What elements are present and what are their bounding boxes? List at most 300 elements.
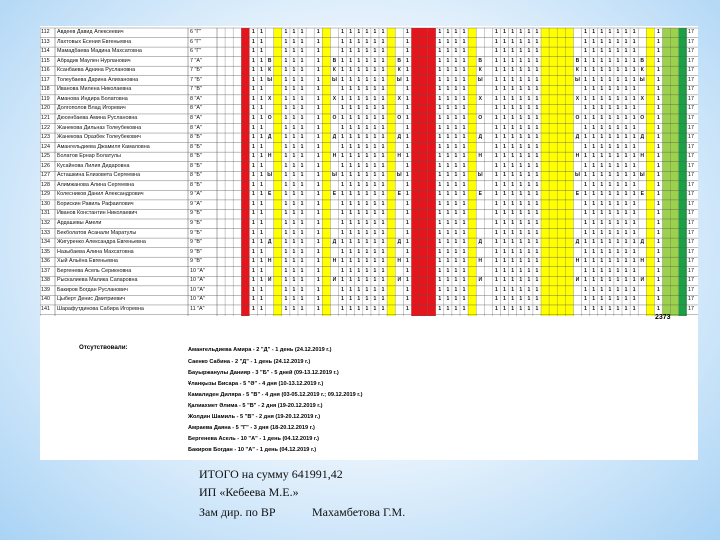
attendance-cell: 1	[462, 277, 466, 284]
attendance-cell: 1	[503, 86, 506, 93]
row-number: 122	[41, 124, 50, 131]
attendance-cell: 1	[608, 286, 612, 293]
attendance-cell: 1	[454, 105, 458, 112]
attendance-cell: 1	[316, 67, 320, 74]
attendance-cell: 1	[600, 258, 604, 265]
attendance-cell: 1	[503, 191, 506, 198]
attendance-cell: 1	[292, 76, 296, 83]
attendance-cell: 1	[608, 162, 612, 169]
attendance-cell: 1	[600, 153, 604, 160]
attendance-cell: 1	[349, 95, 353, 102]
attendance-cell: 1	[438, 134, 442, 141]
attendance-cell: 1	[284, 67, 288, 74]
attendance-cell: 1	[624, 48, 628, 55]
attendance-cell: 1	[592, 248, 596, 255]
attendance-cell: 1	[592, 95, 596, 102]
attendance-cell: 1	[373, 162, 377, 169]
mark-cell: Н	[397, 258, 402, 265]
attendance-cell: 1	[600, 172, 604, 179]
attendance-cell: 1	[616, 267, 620, 274]
attendance-cell: 1	[365, 181, 369, 188]
row-number: 124	[41, 143, 50, 150]
attendance-cell: 1	[503, 48, 506, 55]
attendance-cell: 1	[600, 57, 604, 64]
absent-line: Камалиден Диляра - 5 "В" - 4 дня (03-05.12.2019 г.; 09.12.2019 г.)	[188, 392, 363, 398]
row-total: 17	[688, 143, 694, 150]
attendance-cell: 1	[405, 57, 409, 64]
attendance-cell: 1	[373, 248, 377, 255]
attendance-cell: 1	[592, 172, 596, 179]
attendance-cell: 1	[535, 124, 539, 131]
attendance-cell: 1	[535, 153, 539, 160]
row-total: 17	[688, 105, 694, 112]
mark-cell: Н	[640, 258, 645, 265]
attendance-cell: 1	[365, 191, 369, 198]
attendance-cell: 1	[592, 48, 596, 55]
attendance-cell: 1	[405, 305, 409, 312]
attendance-cell: 1	[454, 258, 458, 265]
attendance-cell: 1	[511, 229, 515, 236]
attendance-cell: 1	[657, 305, 660, 312]
attendance-cell: 1	[357, 86, 361, 93]
student-name: Асташкина Елизовета Сергеевна	[57, 172, 141, 179]
attendance-cell: 1	[535, 76, 539, 83]
attendance-cell: 1	[252, 305, 255, 312]
attendance-cell: 1	[503, 200, 506, 207]
absent-line: Саенко Сабина - 2 "Д" - 1 день (24.12.2019 г.)	[188, 359, 311, 365]
attendance-cell: 1	[608, 296, 612, 303]
attendance-cell: 1	[381, 181, 385, 188]
attendance-cell: 1	[632, 277, 636, 284]
attendance-cell: 1	[349, 181, 353, 188]
attendance-cell: 1	[357, 220, 361, 226]
attendance-cell: 1	[632, 286, 636, 293]
attendance-cell: 1	[405, 229, 409, 236]
attendance-cell: 1	[316, 229, 320, 236]
student-name: Дюсенбаева Амина Руслановна	[57, 114, 138, 121]
attendance-cell: 1	[616, 258, 620, 265]
mark-cell: Д	[575, 239, 580, 246]
attendance-cell: 1	[316, 191, 320, 198]
attendance-cell: 1	[616, 86, 620, 93]
class-name: 7 "А"	[190, 57, 202, 64]
attendance-cell: 1	[600, 48, 604, 55]
attendance-cell: 1	[316, 134, 320, 141]
attendance-cell: 1	[511, 95, 515, 102]
attendance-cell: 1	[657, 124, 660, 131]
row-number: 128	[41, 181, 50, 188]
attendance-cell: 1	[519, 286, 523, 293]
attendance-cell: 1	[616, 239, 620, 246]
row-total: 17	[688, 191, 694, 198]
student-name: Жигуренко Александра Евгеньевна	[57, 239, 146, 246]
attendance-cell: 1	[600, 248, 604, 255]
attendance-cell: 1	[292, 239, 296, 246]
row-total: 17	[688, 153, 694, 160]
attendance-cell: 1	[657, 191, 660, 198]
grid-fill	[671, 28, 679, 316]
attendance-cell: 1	[519, 38, 523, 45]
class-name: 10 "А"	[190, 286, 205, 293]
attendance-cell: 1	[584, 153, 587, 160]
attendance-cell: 1	[511, 172, 515, 179]
mark-cell: Д	[478, 134, 483, 141]
attendance-cell: 1	[252, 210, 255, 217]
attendance-cell: 1	[584, 134, 587, 141]
mark-cell: Е	[575, 191, 580, 198]
grid-fill	[322, 28, 330, 316]
attendance-cell: 1	[495, 162, 498, 169]
attendance-cell: 1	[316, 258, 320, 265]
attendance-cell: 1	[503, 67, 506, 74]
attendance-cell: 1	[341, 48, 344, 55]
attendance-cell: 1	[657, 210, 660, 217]
mark-cell: К	[397, 67, 401, 74]
row-total: 17	[688, 67, 694, 74]
mark-cell: О	[478, 114, 483, 121]
attendance-cell: 1	[584, 200, 587, 207]
attendance-cell: 1	[657, 153, 660, 160]
attendance-cell: 1	[341, 181, 344, 188]
attendance-cell: 1	[446, 286, 450, 293]
attendance-cell: 1	[462, 220, 466, 226]
attendance-cell: 1	[292, 172, 296, 179]
grid-fill	[468, 28, 476, 316]
attendance-cell: 1	[657, 258, 660, 265]
attendance-cell: 1	[438, 267, 442, 274]
attendance-cell: 1	[624, 38, 628, 45]
attendance-cell: 1	[349, 114, 353, 121]
attendance-cell: 1	[446, 105, 450, 112]
absent-line: Амраева Даяна - 5 "Г" - 3 дня (18-20.12.2019 г.)	[188, 425, 315, 431]
attendance-cell: 1	[292, 67, 296, 74]
attendance-cell: 1	[381, 162, 385, 169]
attendance-cell: 1	[252, 48, 255, 55]
attendance-cell: 1	[405, 200, 409, 207]
attendance-cell: 1	[527, 105, 531, 112]
total-sum-line: ИТОГО на сумму 641991,42	[199, 467, 343, 481]
student-name: Цыберт Денис Дмитриевич	[57, 296, 126, 303]
attendance-cell: 1	[349, 296, 353, 303]
attendance-cell: 1	[405, 277, 409, 284]
attendance-cell: 1	[446, 124, 450, 131]
attendance-cell: 1	[349, 134, 353, 141]
attendance-cell: 1	[381, 191, 385, 198]
attendance-cell: 1	[284, 57, 288, 64]
mark-cell: Д	[267, 134, 272, 141]
attendance-cell: 1	[495, 95, 498, 102]
class-name: 9 "А"	[190, 200, 202, 207]
attendance-cell: 1	[527, 181, 531, 188]
attendance-cell: 1	[405, 105, 409, 112]
attendance-cell: 1	[462, 162, 466, 169]
mark-cell: И	[640, 277, 645, 284]
attendance-cell: 1	[608, 191, 612, 198]
class-name: 10 "А"	[190, 296, 205, 303]
attendance-cell: 1	[657, 48, 660, 55]
attendance-cell: 1	[316, 76, 320, 83]
attendance-cell: 1	[454, 239, 458, 246]
attendance-cell: 1	[592, 124, 596, 131]
attendance-cell: 1	[349, 162, 353, 169]
row-number: 130	[41, 200, 50, 207]
attendance-cell: 1	[592, 143, 596, 150]
attendance-cell: 1	[657, 105, 660, 112]
attendance-cell: 1	[316, 143, 320, 150]
attendance-cell: 1	[381, 124, 385, 131]
attendance-cell: 1	[365, 29, 369, 35]
attendance-cell: 1	[292, 143, 296, 150]
attendance-cell: 1	[535, 277, 539, 284]
attendance-cell: 1	[260, 29, 263, 35]
attendance-cell: 1	[519, 124, 523, 131]
attendance-cell: 1	[584, 124, 587, 131]
attendance-cell: 1	[519, 86, 523, 93]
attendance-cell: 1	[503, 29, 506, 35]
attendance-cell: 1	[405, 258, 409, 265]
attendance-cell: 1	[446, 296, 450, 303]
attendance-cell: 1	[292, 220, 296, 226]
attendance-cell: 1	[584, 305, 587, 312]
attendance-cell: 1	[454, 38, 458, 45]
grid-fill	[541, 28, 549, 316]
attendance-cell: 1	[495, 286, 498, 293]
attendance-cell: 1	[260, 48, 263, 55]
attendance-cell: 1	[503, 124, 506, 131]
attendance-cell: 1	[632, 95, 636, 102]
attendance-cell: 1	[284, 95, 288, 102]
attendance-cell: 1	[600, 296, 604, 303]
attendance-cell: 1	[454, 220, 458, 226]
row-total: 17	[688, 76, 694, 83]
attendance-cell: 1	[511, 105, 515, 112]
attendance-cell: 1	[284, 48, 288, 55]
attendance-cell: 1	[341, 305, 344, 312]
attendance-cell: 1	[438, 67, 442, 74]
attendance-cell: 1	[503, 105, 506, 112]
attendance-cell: 1	[527, 95, 531, 102]
attendance-cell: 1	[446, 277, 450, 284]
attendance-cell: 1	[349, 267, 353, 274]
class-name: 6 "Г"	[190, 38, 202, 45]
attendance-cell: 1	[495, 191, 498, 198]
grid-fill	[241, 28, 249, 316]
attendance-cell: 1	[438, 76, 442, 83]
attendance-cell: 1	[405, 124, 409, 131]
attendance-cell: 1	[365, 95, 369, 102]
attendance-cell: 1	[300, 29, 304, 35]
attendance-cell: 1	[252, 181, 255, 188]
attendance-cell: 1	[316, 105, 320, 112]
attendance-cell: 1	[260, 258, 263, 265]
attendance-cell: 1	[252, 229, 255, 236]
attendance-cell: 1	[341, 220, 344, 226]
attendance-cell: 1	[357, 29, 361, 35]
attendance-cell: 1	[357, 210, 361, 217]
attendance-cell: 1	[341, 296, 344, 303]
attendance-cell: 1	[519, 114, 523, 121]
attendance-cell: 1	[365, 239, 369, 246]
attendance-cell: 1	[511, 258, 515, 265]
attendance-cell: 1	[300, 229, 304, 236]
attendance-cell: 1	[503, 114, 506, 121]
class-name: 6 "Г"	[190, 29, 202, 35]
attendance-cell: 1	[292, 181, 296, 188]
attendance-cell: 1	[381, 305, 385, 312]
attendance-cell: 1	[462, 286, 466, 293]
attendance-cell: 1	[405, 210, 409, 217]
attendance-cell: 1	[349, 105, 353, 112]
attendance-cell: 1	[316, 277, 320, 284]
attendance-cell: 1	[535, 67, 539, 74]
attendance-cell: 1	[535, 95, 539, 102]
attendance-cell: 1	[292, 267, 296, 274]
attendance-cell: 1	[592, 220, 596, 226]
attendance-cell: 1	[584, 86, 587, 93]
mark-cell: Д	[478, 239, 483, 246]
row-number: 140	[41, 296, 50, 303]
attendance-cell: 1	[365, 86, 369, 93]
attendance-cell: 1	[657, 181, 660, 188]
attendance-cell: 1	[495, 229, 498, 236]
attendance-cell: 1	[284, 134, 288, 141]
attendance-cell: 1	[260, 229, 263, 236]
attendance-cell: 1	[462, 200, 466, 207]
attendance-cell: 1	[357, 286, 361, 293]
attendance-cell: 1	[292, 86, 296, 93]
attendance-cell: 1	[341, 267, 344, 274]
attendance-cell: 1	[341, 95, 344, 102]
attendance-cell: 1	[535, 305, 539, 312]
attendance-cell: 1	[316, 267, 320, 274]
attendance-cell: 1	[519, 258, 523, 265]
attendance-cell: 1	[260, 153, 263, 160]
student-name: Жанекова Оразбек Толеубекович	[57, 134, 141, 141]
attendance-cell: 1	[373, 48, 377, 55]
attendance-cell: 1	[252, 95, 255, 102]
row-number: 117	[41, 76, 50, 83]
attendance-cell: 1	[592, 200, 596, 207]
attendance-cell: 1	[624, 286, 628, 293]
attendance-cell: 1	[357, 67, 361, 74]
attendance-cell: 1	[584, 76, 587, 83]
attendance-cell: 1	[446, 162, 450, 169]
attendance-cell: 1	[584, 181, 587, 188]
attendance-cell: 1	[341, 248, 344, 255]
attendance-cell: 1	[608, 229, 612, 236]
attendance-cell: 1	[365, 305, 369, 312]
row-total: 17	[688, 57, 694, 64]
attendance-cell: 1	[300, 210, 304, 217]
attendance-cell: 1	[495, 153, 498, 160]
attendance-cell: 1	[511, 76, 515, 83]
attendance-cell: 1	[511, 220, 515, 226]
attendance-cell: 1	[454, 296, 458, 303]
attendance-cell: 1	[357, 105, 361, 112]
attendance-cell: 1	[349, 248, 353, 255]
attendance-cell: 1	[349, 57, 353, 64]
row-total: 17	[688, 258, 694, 265]
attendance-cell: 1	[592, 210, 596, 217]
attendance-cell: 1	[260, 200, 263, 207]
attendance-cell: 1	[592, 277, 596, 284]
attendance-cell: 1	[446, 258, 450, 265]
attendance-cell: 1	[438, 220, 442, 226]
attendance-cell: 1	[284, 229, 288, 236]
attendance-cell: 1	[341, 114, 344, 121]
attendance-cell: 1	[260, 95, 263, 102]
attendance-cell: 1	[600, 67, 604, 74]
attendance-cell: 1	[316, 153, 320, 160]
attendance-cell: 1	[341, 38, 344, 45]
row-number: 112	[41, 29, 50, 35]
mark-cell: Н	[267, 258, 272, 265]
attendance-cell: 1	[527, 162, 531, 169]
attendance-cell: 1	[632, 210, 636, 217]
attendance-cell: 1	[373, 114, 377, 121]
class-name: 9 "В"	[190, 258, 202, 265]
attendance-cell: 1	[616, 220, 620, 226]
attendance-cell: 1	[438, 305, 442, 312]
attendance-cell: 1	[446, 57, 450, 64]
attendance-cell: 1	[624, 267, 628, 274]
attendance-cell: 1	[608, 305, 612, 312]
attendance-cell: 1	[300, 296, 304, 303]
row-number: 120	[41, 105, 50, 112]
attendance-cell: 1	[284, 210, 288, 217]
attendance-cell: 1	[454, 153, 458, 160]
attendance-cell: 1	[624, 153, 628, 160]
attendance-cell: 1	[357, 277, 361, 284]
attendance-cell: 1	[260, 191, 263, 198]
row-number: 129	[41, 191, 50, 198]
attendance-cell: 1	[495, 143, 498, 150]
row-number: 136	[41, 258, 50, 265]
attendance-cell: 1	[584, 114, 587, 121]
attendance-cell: 1	[300, 248, 304, 255]
attendance-cell: 1	[495, 134, 498, 141]
attendance-cell: 1	[446, 38, 450, 45]
attendance-cell: 1	[454, 191, 458, 198]
attendance-cell: 1	[373, 172, 377, 179]
attendance-cell: 1	[511, 48, 515, 55]
attendance-cell: 1	[616, 48, 620, 55]
mark-cell: Н	[478, 153, 483, 160]
attendance-cell: 1	[284, 172, 288, 179]
attendance-cell: 1	[373, 277, 377, 284]
attendance-cell: 1	[349, 239, 353, 246]
attendance-cell: 1	[616, 296, 620, 303]
attendance-cell: 1	[381, 296, 385, 303]
attendance-cell: 1	[616, 95, 620, 102]
attendance-cell: 1	[519, 305, 523, 312]
attendance-cell: 1	[495, 38, 498, 45]
attendance-cell: 1	[292, 153, 296, 160]
attendance-cell: 1	[503, 95, 506, 102]
row-total: 17	[688, 305, 694, 312]
attendance-cell: 1	[341, 210, 344, 217]
attendance-cell: 1	[381, 29, 385, 35]
attendance-cell: 1	[405, 181, 409, 188]
attendance-cell: 1	[438, 86, 442, 93]
class-name: 9 "Б"	[190, 220, 202, 226]
attendance-cell: 1	[349, 29, 353, 35]
attendance-cell: 1	[349, 124, 353, 131]
absent-line: Бауыржанулы Данияр - 3 "Б" - 5 дней (09-13.12.2019 г.)	[188, 370, 339, 376]
row-number: 121	[41, 114, 50, 121]
attendance-cell: 1	[632, 191, 636, 198]
attendance-cell: 1	[616, 29, 620, 35]
